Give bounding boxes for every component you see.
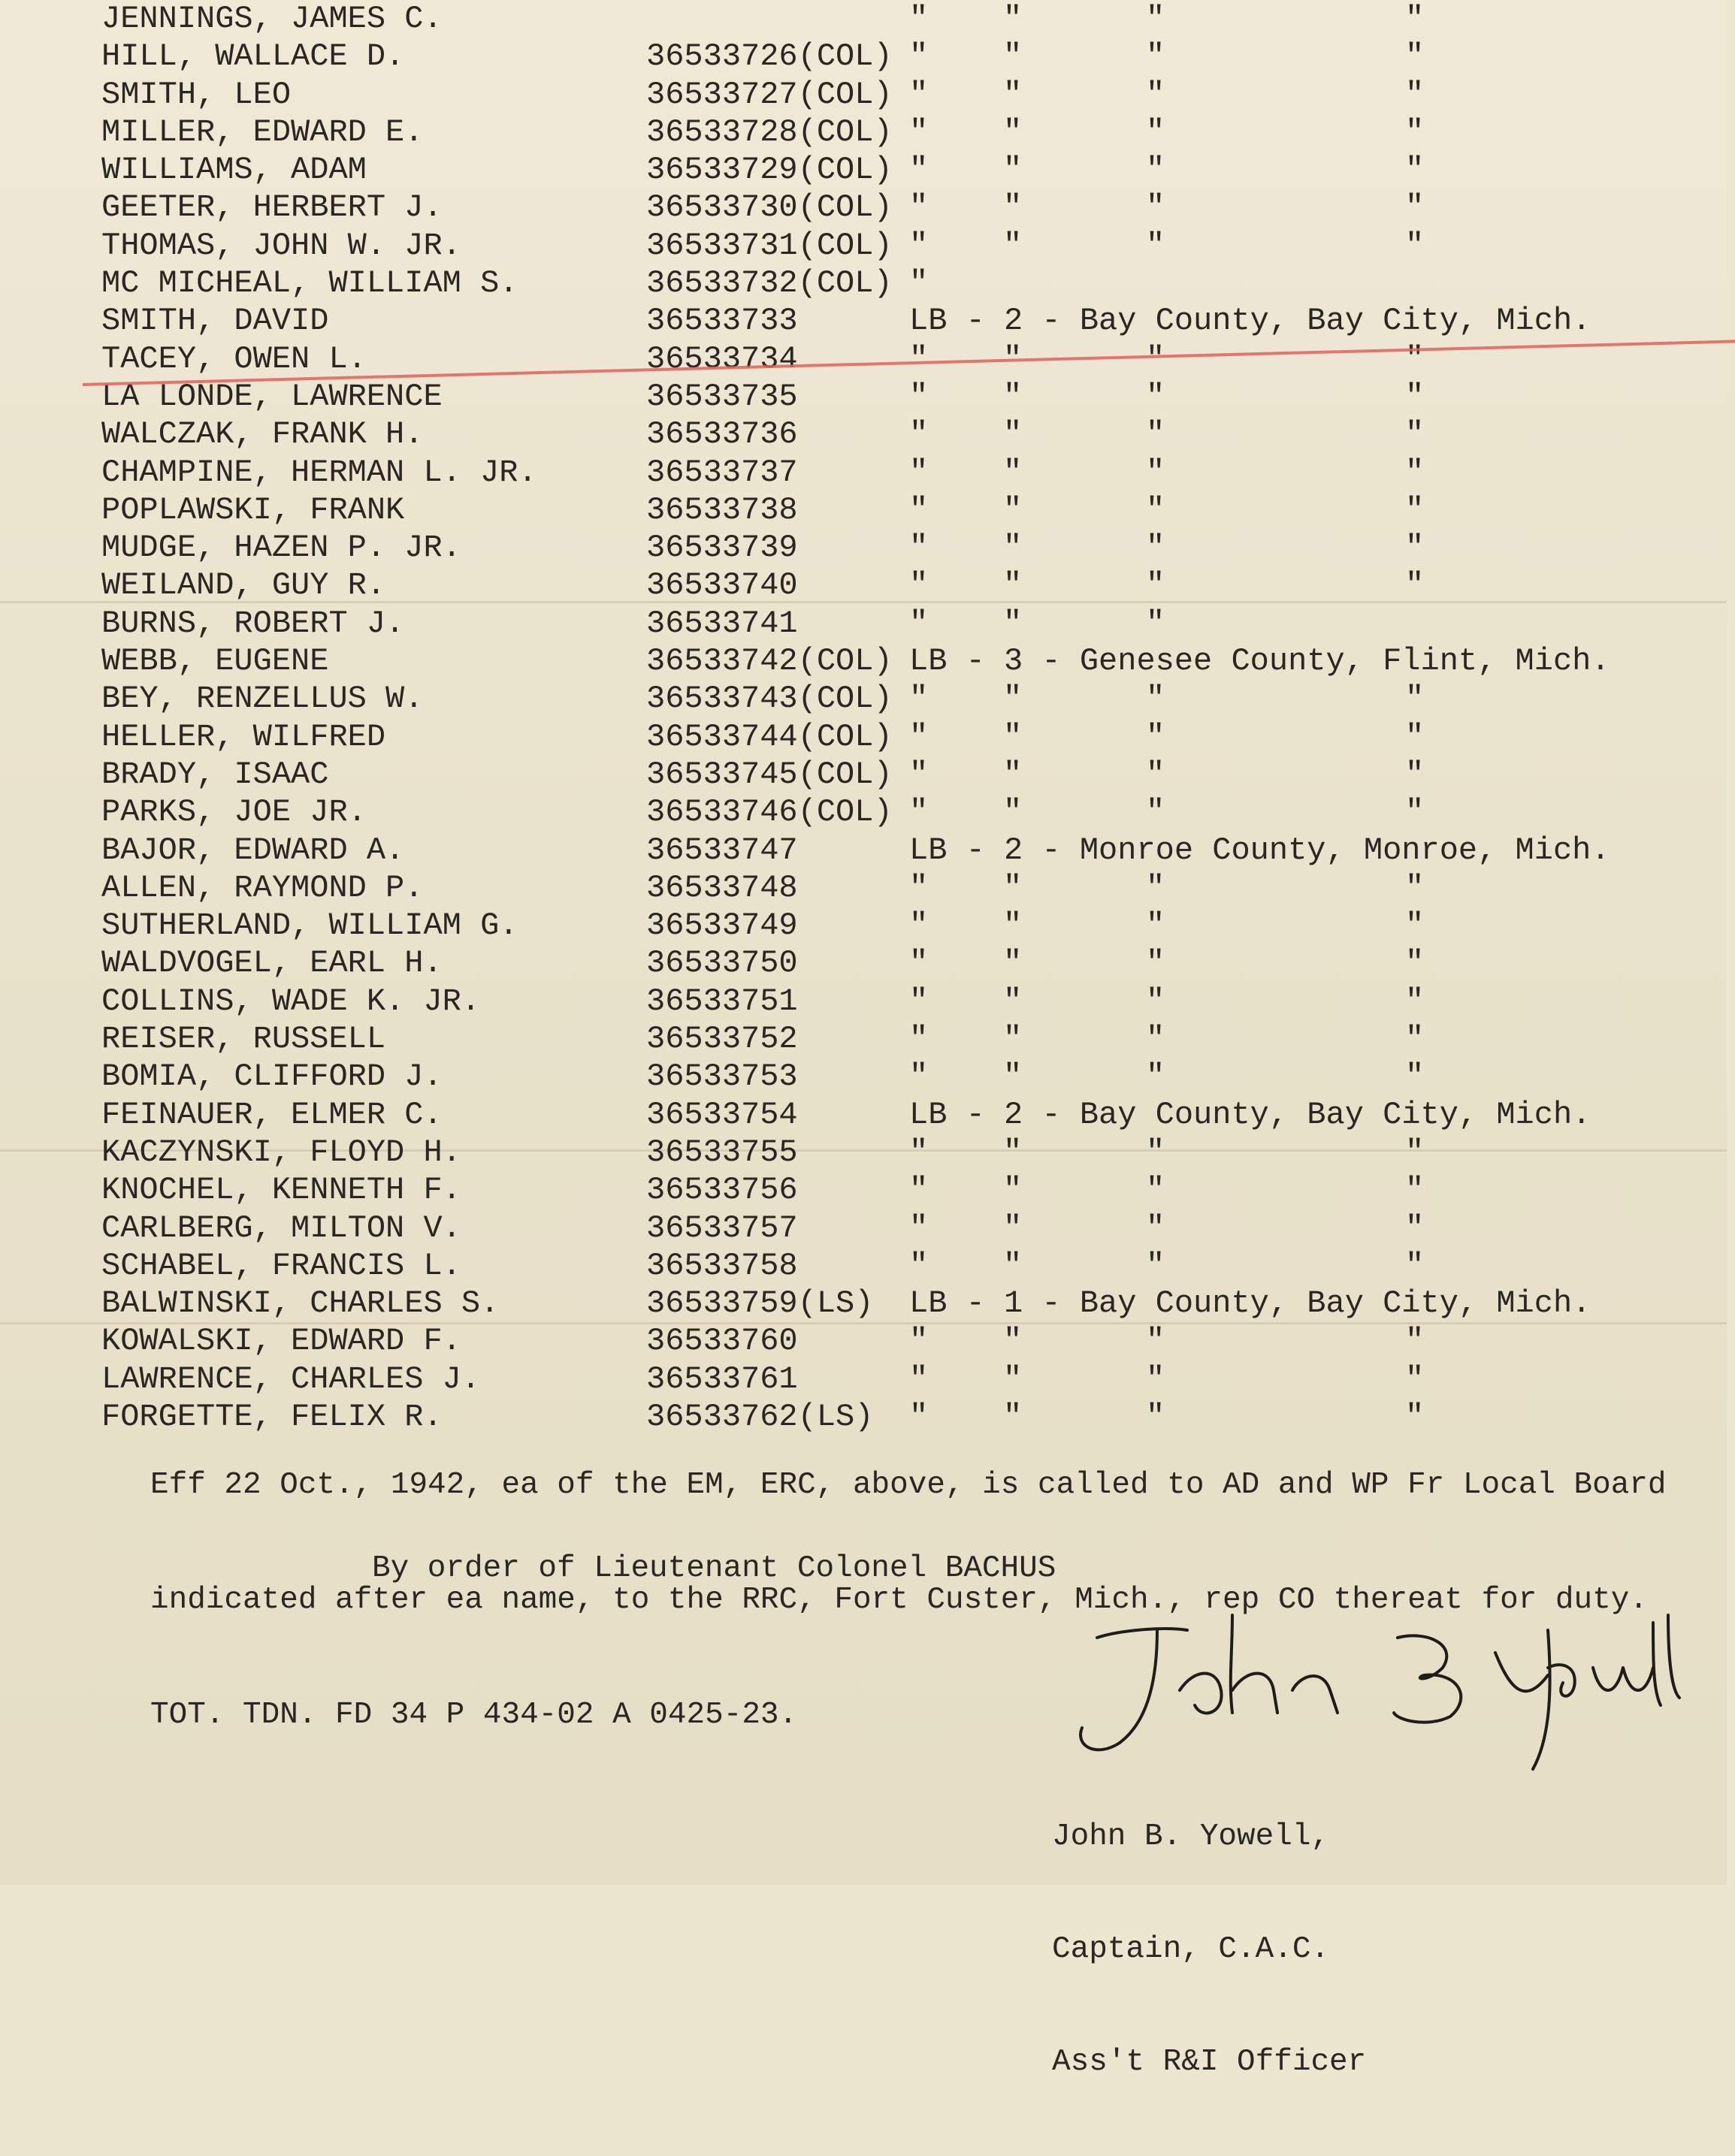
ditto-mark: " (1146, 756, 1165, 793)
ditto-mark: " (1146, 567, 1165, 604)
local-board: LB - 3 - Genesee County, Flint, Mich. (909, 643, 1610, 680)
roster-row (94, 1096, 1702, 1134)
soldier-name: SCHABEL, FRANCIS L. (101, 1247, 461, 1284)
roster-row (94, 1322, 1702, 1360)
soldier-name: COLLINS, WADE K. JR. (101, 983, 481, 1019)
ditto-mark: " (1146, 189, 1165, 226)
serial-number: 36533727(COL) (646, 76, 893, 113)
roster-row (94, 756, 1702, 793)
serial-number: 36533745(COL) (646, 756, 893, 793)
ditto-mark: " (1146, 530, 1165, 566)
ditto-mark: " (1003, 1021, 1023, 1058)
serial-number: 36533761 (646, 1360, 798, 1397)
roster-table (94, 0, 1702, 1436)
soldier-name: HELLER, WILFRED (101, 718, 386, 755)
ditto-mark: " (1146, 681, 1165, 717)
serial-number: 36533760 (646, 1323, 798, 1360)
ditto-mark: " (909, 1209, 929, 1246)
serial-number: 36533730(COL) (646, 189, 893, 226)
ditto-mark: " (909, 227, 929, 264)
soldier-name: BRADY, ISAAC (101, 756, 329, 793)
ditto-mark: " (1003, 152, 1023, 189)
serial-number: 36533741 (646, 605, 798, 642)
ditto-mark: " (1405, 1323, 1425, 1360)
ditto-mark: " (1405, 152, 1425, 189)
local-board: LB - 2 - Bay County, Bay City, Mich. (909, 1096, 1591, 1133)
ditto-mark: " (1003, 378, 1023, 415)
ditto-mark: " (909, 378, 929, 415)
ditto-mark: " (1405, 794, 1425, 831)
ditto-mark: " (1146, 605, 1165, 642)
soldier-name: WEILAND, GUY R. (101, 567, 386, 604)
soldier-name: SMITH, DAVID (101, 303, 329, 340)
roster-row (94, 227, 1702, 264)
ditto-mark: " (1146, 340, 1165, 377)
ditto-mark: " (1146, 1398, 1165, 1435)
roster-row (94, 76, 1702, 113)
ditto-mark: " (1003, 756, 1023, 793)
ditto-mark: " (1146, 794, 1165, 831)
soldier-name: BOMIA, CLIFFORD J. (101, 1058, 443, 1095)
roster-row (94, 151, 1702, 189)
roster-row (94, 832, 1702, 869)
ditto-mark: " (1405, 756, 1425, 793)
ditto-mark: " (1003, 1398, 1023, 1435)
ditto-mark: " (909, 983, 929, 1019)
ditto-mark: " (1003, 1209, 1023, 1246)
serial-number: 36533740 (646, 567, 798, 604)
ditto-mark: " (1405, 416, 1425, 453)
ditto-mark: " (1405, 718, 1425, 755)
ditto-mark: " (1146, 378, 1165, 415)
ditto-mark: " (1146, 38, 1165, 75)
roster-row (94, 983, 1702, 1020)
ditto-mark: " (909, 907, 929, 944)
ditto-mark: " (1405, 945, 1425, 982)
serial-number: 36533762(LS) (646, 1398, 874, 1435)
ditto-mark: " (909, 1134, 929, 1170)
serial-number: 36533757 (646, 1209, 798, 1246)
ditto-mark: " (1146, 227, 1165, 264)
roster-row (94, 1209, 1702, 1247)
ditto-mark: " (909, 113, 929, 150)
roster-row (94, 1058, 1702, 1095)
ditto-mark: " (1405, 227, 1425, 264)
roster-row (94, 189, 1702, 226)
roster-row (94, 340, 1702, 378)
roster-row (94, 1134, 1702, 1171)
soldier-name: BURNS, ROBERT J. (101, 605, 405, 642)
ditto-mark: " (1405, 907, 1425, 944)
roster-row (94, 1020, 1702, 1058)
ditto-mark: " (1405, 530, 1425, 566)
serial-number: 36533731(COL) (646, 227, 893, 264)
serial-number: 36533753 (646, 1058, 798, 1095)
ditto-mark: " (1003, 1134, 1023, 1170)
roster-row (94, 378, 1702, 415)
ditto-mark: " (1003, 1172, 1023, 1209)
ditto-mark: " (1003, 189, 1023, 226)
ditto-mark: " (1146, 983, 1165, 1019)
ditto-mark: " (1405, 1, 1425, 37)
roster-row (94, 642, 1702, 680)
ditto-mark: " (1003, 1058, 1023, 1095)
ditto-mark: " (1146, 454, 1165, 491)
soldier-name: WEBB, EUGENE (101, 643, 329, 680)
ditto-mark: " (1146, 1172, 1165, 1209)
ditto-mark: " (1405, 567, 1425, 604)
serial-number: 36533750 (646, 945, 798, 982)
local-board: LB - 2 - Monroe County, Monroe, Mich. (909, 832, 1610, 868)
ditto-mark: " (1003, 227, 1023, 264)
ditto-mark: " (1003, 530, 1023, 566)
ditto-mark: " (1003, 681, 1023, 717)
ditto-mark: " (1405, 869, 1425, 906)
signature-block (1052, 1743, 1366, 2156)
soldier-name: POPLAWSKI, FRANK (101, 491, 405, 528)
ditto-mark: " (909, 189, 929, 226)
soldier-name: TACEY, OWEN L. (101, 340, 367, 377)
ditto-mark: " (1003, 76, 1023, 113)
serial-number: 36533733 (646, 303, 798, 340)
ditto-mark: " (1405, 454, 1425, 491)
ditto-mark: " (909, 340, 929, 377)
serial-number: 36533735 (646, 378, 798, 415)
roster-row (94, 302, 1702, 340)
ditto-mark: " (1146, 1021, 1165, 1058)
ditto-mark: " (1146, 1360, 1165, 1397)
soldier-name: THOMAS, JOHN W. JR. (101, 227, 461, 264)
ditto-mark: " (909, 1398, 929, 1435)
ditto-mark: " (1003, 794, 1023, 831)
ditto-mark: " (909, 265, 929, 302)
ditto-mark: " (909, 945, 929, 982)
serial-number: 36533732(COL) (646, 265, 893, 302)
ditto-mark: " (1003, 869, 1023, 906)
soldier-name: MC MICHEAL, WILLIAM S. (101, 265, 518, 302)
serial-number: 36533755 (646, 1134, 798, 1170)
ditto-mark: " (909, 152, 929, 189)
ditto-mark: " (1003, 491, 1023, 528)
roster-row (94, 1285, 1702, 1322)
soldier-name: KACZYNSKI, FLOYD H. (101, 1134, 461, 1170)
roster-row (94, 793, 1702, 831)
roster-row (94, 113, 1702, 151)
ditto-mark: " (1146, 945, 1165, 982)
ditto-mark: " (1405, 113, 1425, 150)
authority-line: By order of Lieutenant Colonel BACHUS (372, 1551, 1056, 1586)
soldier-name: GEETER, HERBERT J. (101, 189, 443, 226)
serial-number: 36533742(COL) (646, 643, 893, 680)
serial-number: 36533756 (646, 1172, 798, 1209)
ditto-mark: " (1003, 983, 1023, 1019)
ditto-mark: " (1405, 76, 1425, 113)
ditto-mark: " (1146, 1323, 1165, 1360)
ditto-mark: " (1003, 38, 1023, 75)
ditto-mark: " (909, 1058, 929, 1095)
signatory-rank: Captain, C.A.C. (1052, 1932, 1330, 1967)
soldier-name: FORGETTE, FELIX R. (101, 1398, 443, 1435)
ditto-mark: " (1003, 454, 1023, 491)
serial-number: 36533752 (646, 1021, 798, 1058)
soldier-name: SMITH, LEO (101, 76, 292, 113)
soldier-name: SUTHERLAND, WILLIAM G. (101, 907, 518, 944)
roster-row (94, 264, 1702, 302)
ditto-mark: " (909, 76, 929, 113)
ditto-mark: " (1003, 1323, 1023, 1360)
serial-number: 36533754 (646, 1096, 798, 1133)
roster-row (94, 566, 1702, 604)
ditto-mark: " (1405, 681, 1425, 717)
ditto-mark: " (1405, 1172, 1425, 1209)
soldier-name: BEY, RENZELLUS W. (101, 681, 424, 717)
ditto-mark: " (909, 567, 929, 604)
ditto-mark: " (1003, 113, 1023, 150)
ditto-mark: " (1146, 416, 1165, 453)
order-line-2: indicated after ea name, to the RRC, Fort Custer, Mich., rep CO thereat for duty. (150, 1583, 1648, 1617)
ditto-mark: " (909, 605, 929, 642)
serial-number: 36533726(COL) (646, 38, 893, 75)
soldier-name: CARLBERG, MILTON V. (101, 1209, 461, 1246)
soldier-name: MILLER, EDWARD E. (101, 113, 424, 150)
soldier-name: JENNINGS, JAMES C. (101, 1, 443, 37)
soldier-name: BALWINSKI, CHARLES S. (101, 1285, 500, 1322)
soldier-name: WALDVOGEL, EARL H. (101, 945, 443, 982)
ditto-mark: " (1146, 152, 1165, 189)
ditto-mark: " (909, 869, 929, 906)
soldier-name: WILLIAMS, ADAM (101, 152, 367, 189)
ditto-mark: " (909, 530, 929, 566)
roster-row (94, 605, 1702, 642)
serial-number: 36533738 (646, 491, 798, 528)
soldier-name: BAJOR, EDWARD A. (101, 832, 405, 868)
ditto-mark: " (909, 491, 929, 528)
soldier-name: KOWALSKI, EDWARD F. (101, 1323, 461, 1360)
ditto-mark: " (1003, 567, 1023, 604)
soldier-name: LAWRENCE, CHARLES J. (101, 1360, 481, 1397)
serial-number: 36533739 (646, 530, 798, 566)
serial-number: 36533737 (646, 454, 798, 491)
ditto-mark: " (1003, 718, 1023, 755)
ditto-mark: " (1146, 76, 1165, 113)
ditto-mark: " (1003, 1, 1023, 37)
roster-row (94, 529, 1702, 566)
ditto-mark: " (909, 38, 929, 75)
ditto-mark: " (1405, 983, 1425, 1019)
ditto-mark: " (909, 756, 929, 793)
ditto-mark: " (1003, 605, 1023, 642)
ditto-mark: " (1405, 1398, 1425, 1435)
ditto-mark: " (1146, 718, 1165, 755)
ditto-mark: " (1405, 378, 1425, 415)
ditto-mark: " (1146, 1134, 1165, 1170)
roster-row (94, 454, 1702, 491)
ditto-mark: " (1003, 945, 1023, 982)
ditto-mark: " (1405, 1134, 1425, 1170)
soldier-name: MUDGE, HAZEN P. JR. (101, 530, 461, 566)
ditto-mark: " (1003, 416, 1023, 453)
roster-row (94, 415, 1702, 453)
ditto-mark: " (909, 1172, 929, 1209)
signatory-title: Ass't R&I Officer (1052, 2045, 1367, 2079)
ditto-mark: " (1146, 1, 1165, 37)
ditto-mark: " (1405, 1360, 1425, 1397)
serial-number: 36533758 (646, 1247, 798, 1284)
ditto-mark: " (1405, 1247, 1425, 1284)
soldier-name: KNOCHEL, KENNETH F. (101, 1172, 461, 1209)
soldier-name: CHAMPINE, HERMAN L. JR. (101, 454, 537, 491)
ditto-mark: " (1003, 1247, 1023, 1284)
signatory-name: John B. Yowell, (1052, 1819, 1330, 1854)
serial-number: 36533746(COL) (646, 794, 893, 831)
ditto-mark: " (909, 681, 929, 717)
soldier-name: PARKS, JOE JR. (101, 794, 367, 831)
ditto-mark: " (1405, 491, 1425, 528)
roster-row (94, 680, 1702, 717)
ditto-mark: " (909, 794, 929, 831)
ditto-mark: " (1003, 907, 1023, 944)
serial-number: 36533734 (646, 340, 798, 377)
roster-row (94, 869, 1702, 907)
soldier-name: LA LONDE, LAWRENCE (101, 378, 443, 415)
ditto-mark: " (1405, 38, 1425, 75)
soldier-name: FEINAUER, ELMER C. (101, 1096, 443, 1133)
serial-number: 36533749 (646, 907, 798, 944)
ditto-mark: " (1405, 340, 1425, 377)
roster-row (94, 907, 1702, 944)
serial-number: 36533729(COL) (646, 152, 893, 189)
roster-row (94, 38, 1702, 75)
ditto-mark: " (1146, 907, 1165, 944)
ditto-mark: " (1146, 1058, 1165, 1095)
ditto-mark: " (909, 1323, 929, 1360)
roster-row (94, 944, 1702, 982)
soldier-name: WALCZAK, FRANK H. (101, 416, 424, 453)
soldier-name: REISER, RUSSELL (101, 1021, 386, 1058)
ditto-mark: " (909, 1, 929, 37)
soldier-name: ALLEN, RAYMOND P. (101, 869, 424, 906)
serial-number: 36533736 (646, 416, 798, 453)
local-board: LB - 2 - Bay County, Bay City, Mich. (909, 303, 1591, 340)
local-board: LB - 1 - Bay County, Bay City, Mich. (909, 1285, 1591, 1322)
serial-number: 36533747 (646, 832, 798, 868)
ditto-mark: " (909, 1360, 929, 1397)
ditto-mark: " (1405, 1021, 1425, 1058)
roster-row (94, 1171, 1702, 1209)
roster-row (94, 0, 1702, 38)
ditto-mark: " (909, 718, 929, 755)
ditto-mark: " (909, 1021, 929, 1058)
serial-number: 36533728(COL) (646, 113, 893, 150)
serial-number: 36533743(COL) (646, 681, 893, 717)
roster-row (94, 718, 1702, 756)
ditto-mark: " (1405, 1209, 1425, 1246)
serial-number: 36533748 (646, 869, 798, 906)
roster-row (94, 491, 1702, 529)
roster-row (94, 1247, 1702, 1285)
ditto-mark: " (1146, 113, 1165, 150)
ditto-mark: " (1146, 1247, 1165, 1284)
ditto-mark: " (909, 1247, 929, 1284)
order-line-3: TOT. TDN. FD 34 P 434-02 A 0425-23. (150, 1698, 798, 1732)
soldier-name: HILL, WALLACE D. (101, 38, 405, 75)
order-line-1: Eff 22 Oct., 1942, ea of the EM, ERC, above, is called to AD and WP Fr Local Board (150, 1468, 1667, 1502)
ditto-mark: " (909, 416, 929, 453)
serial-number: 36533744(COL) (646, 718, 893, 755)
ditto-mark: " (1003, 1360, 1023, 1397)
ditto-mark: " (909, 454, 929, 491)
ditto-mark: " (1146, 491, 1165, 528)
ditto-mark: " (1405, 1058, 1425, 1095)
ditto-mark: " (1405, 189, 1425, 226)
ditto-mark: " (1146, 869, 1165, 906)
serial-number: 36533751 (646, 983, 798, 1019)
serial-number: 36533759(LS) (646, 1285, 874, 1322)
ditto-mark: " (1146, 1209, 1165, 1246)
